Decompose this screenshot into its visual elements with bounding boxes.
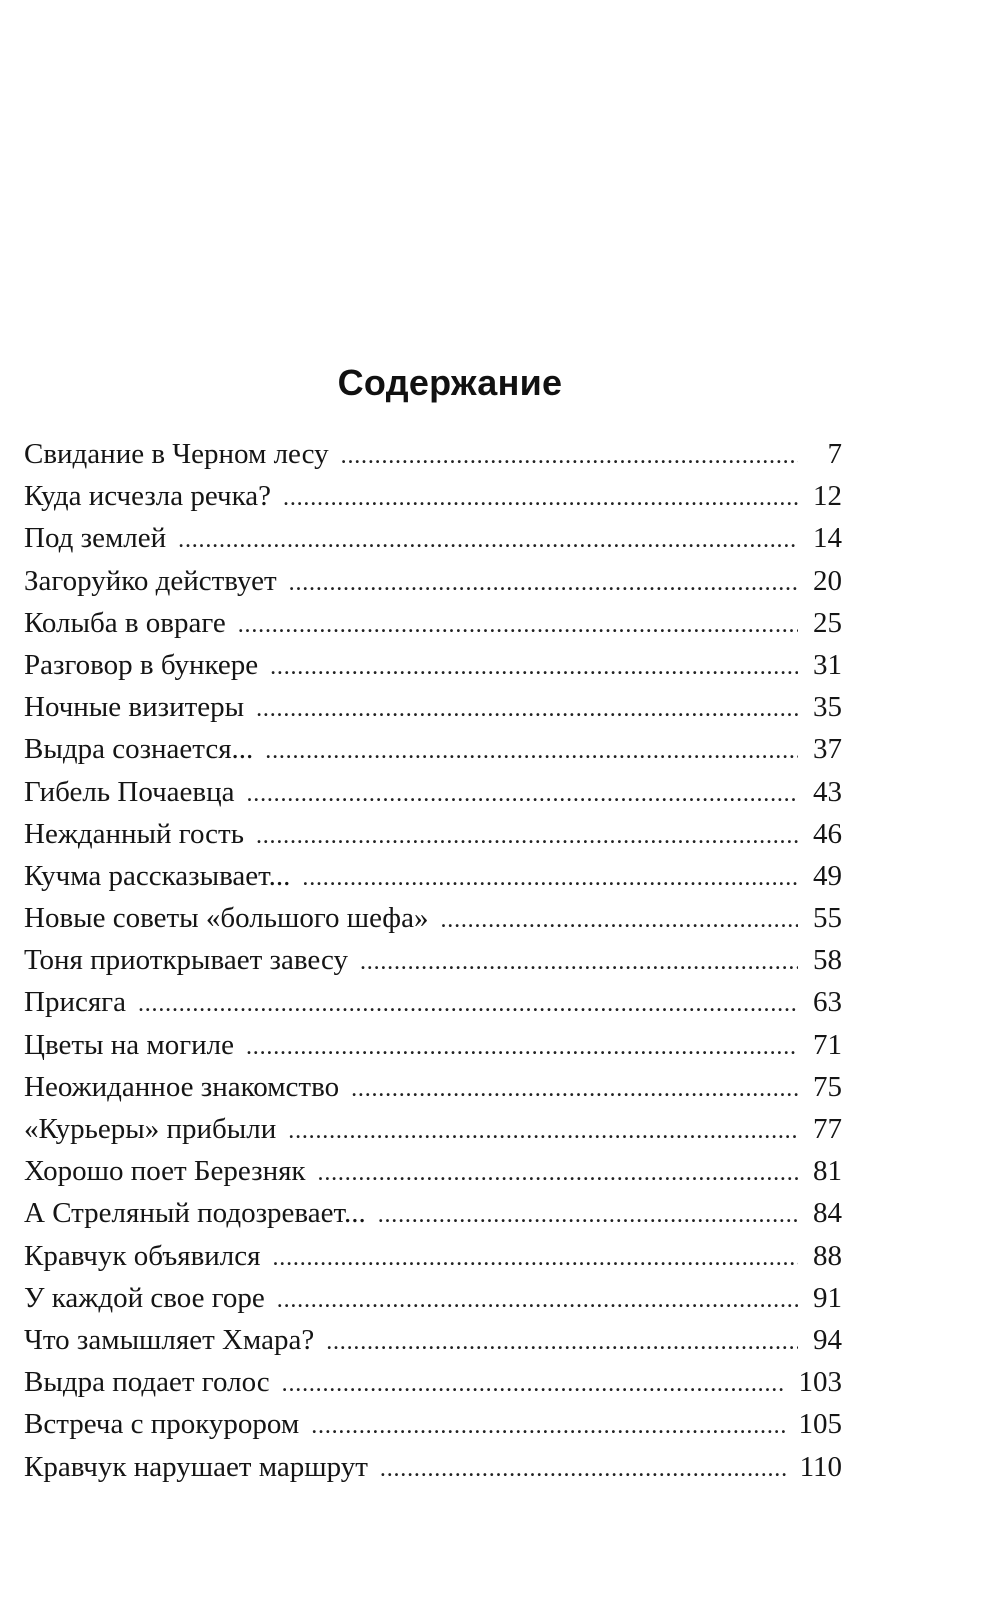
toc-entry-title: Кравчук объявился [24,1239,261,1272]
toc-entry [24,902,842,944]
toc-entry [24,818,842,860]
toc-entry-title: Выдра сознается... [24,733,254,766]
dot-leader [380,1456,786,1483]
toc-entry [24,1366,842,1408]
toc-entry-page: 84 [813,1197,842,1230]
toc-entry [24,1240,842,1282]
toc-entry [24,1155,842,1197]
toc-entry-title: Загоруйко действует [24,564,277,597]
toc-entry-page: 12 [813,480,842,513]
toc-entry [24,986,842,1028]
dot-leader [273,1245,799,1272]
dot-leader [378,1202,798,1229]
dot-leader [246,1034,798,1061]
toc-entry-title: Неожиданное знакомство [24,1070,340,1103]
toc-entry-page: 58 [813,944,842,977]
toc-entry [24,860,842,902]
toc-entry-title: Встреча с прокурором [24,1408,300,1441]
toc-entry-title: Новые советы «большого шефа» [24,902,429,935]
toc-entry-title: Колыба в овраге [24,606,226,639]
toc-entry [24,1071,842,1113]
toc-entry [24,522,842,564]
dot-leader [440,907,798,934]
toc-entry-title: Кравчук нарушает маршрут [24,1450,368,1483]
toc-entry-page: 46 [813,817,842,850]
dot-leader [277,1287,798,1314]
toc-entry-title: Куда исчезла речка? [24,480,272,513]
toc-entry-title: Под землей [24,522,167,555]
toc-entry-title: У каждой свое горе [24,1281,265,1314]
toc-entry-page: 20 [813,564,842,597]
toc-entry-page: 35 [813,691,842,724]
dot-leader [178,527,798,554]
toc-entry [24,733,842,775]
dot-leader [318,1160,798,1187]
toc-entry [24,776,842,818]
toc-entry-page: 31 [813,648,842,681]
dot-leader [360,949,798,976]
toc-entry [24,1197,842,1239]
toc-entry-title: Свидание в Черном лесу [24,438,329,470]
toc-entry [24,1282,842,1324]
toc-entry [24,649,842,691]
dot-leader [302,865,798,892]
dot-leader [311,1413,784,1440]
toc-entry-page: 14 [813,522,842,555]
toc-entry [24,944,842,986]
toc-entry-page: 75 [813,1070,842,1103]
toc-entry-page: 37 [813,733,842,766]
toc-entry-title: Гибель Почаевца [24,775,235,808]
toc-entry-page: 110 [799,1450,842,1483]
toc-entry [24,1113,842,1155]
toc-entry-page: 77 [813,1113,842,1145]
dot-leader [351,1076,798,1103]
toc-entry-title: Присяга [24,986,126,1019]
toc-entry [24,438,842,480]
dot-leader [289,570,798,597]
toc-entry-page: 7 [827,438,842,470]
toc-entry-page: 94 [813,1323,842,1356]
toc-entry [24,691,842,733]
dot-leader [138,991,798,1018]
toc-entry-title: Ночные визитеры [24,691,245,724]
toc-entry-title: «Курьеры» прибыли [24,1113,277,1145]
toc-entry [24,607,842,649]
dot-leader [341,443,798,470]
table-of-contents [24,438,842,1493]
dot-leader [265,738,798,765]
toc-entry [24,1324,842,1366]
toc-entry-title: Нежданный гость [24,817,244,850]
toc-entry-page: 55 [813,902,842,935]
dot-leader [238,612,798,639]
dot-leader [256,823,798,850]
dot-leader [288,1118,798,1145]
toc-entry-title: Цветы на могиле [24,1028,234,1061]
toc-entry-page: 25 [813,606,842,639]
toc-entry-page: 43 [813,775,842,808]
toc-entry-title: Кучма рассказывает... [24,859,291,892]
toc-entry [24,565,842,607]
toc-entry-title: Что замышляет Хмара? [24,1323,315,1356]
dot-leader [246,781,798,808]
toc-entry [24,1408,842,1450]
toc-entry-title: А Стреляный подозревает... [24,1197,366,1230]
dot-leader [270,654,798,681]
toc-entry [24,1451,842,1493]
toc-entry-title: Разговор в бункере [24,648,259,681]
toc-entry-page: 105 [798,1408,842,1441]
toc-entry-title: Тоня приоткрывает завесу [24,944,348,977]
dot-leader [256,696,798,723]
toc-entry-page: 91 [813,1281,842,1314]
toc-entry-page: 71 [813,1028,842,1061]
toc-entry-page: 63 [813,986,842,1019]
toc-entry-title: Хорошо поет Березняк [24,1155,306,1188]
toc-entry-page: 88 [813,1239,842,1272]
toc-entry-page: 103 [798,1366,842,1399]
toc-entry-page: 49 [813,859,842,892]
dot-leader [282,1371,785,1398]
toc-entry-page: 81 [813,1155,842,1188]
dot-leader [283,485,798,512]
toc-entry [24,1029,842,1071]
toc-entry-title: Выдра подает голос [24,1366,270,1399]
dot-leader [326,1329,798,1356]
toc-entry [24,480,842,522]
page-title: Содержание [337,362,563,403]
